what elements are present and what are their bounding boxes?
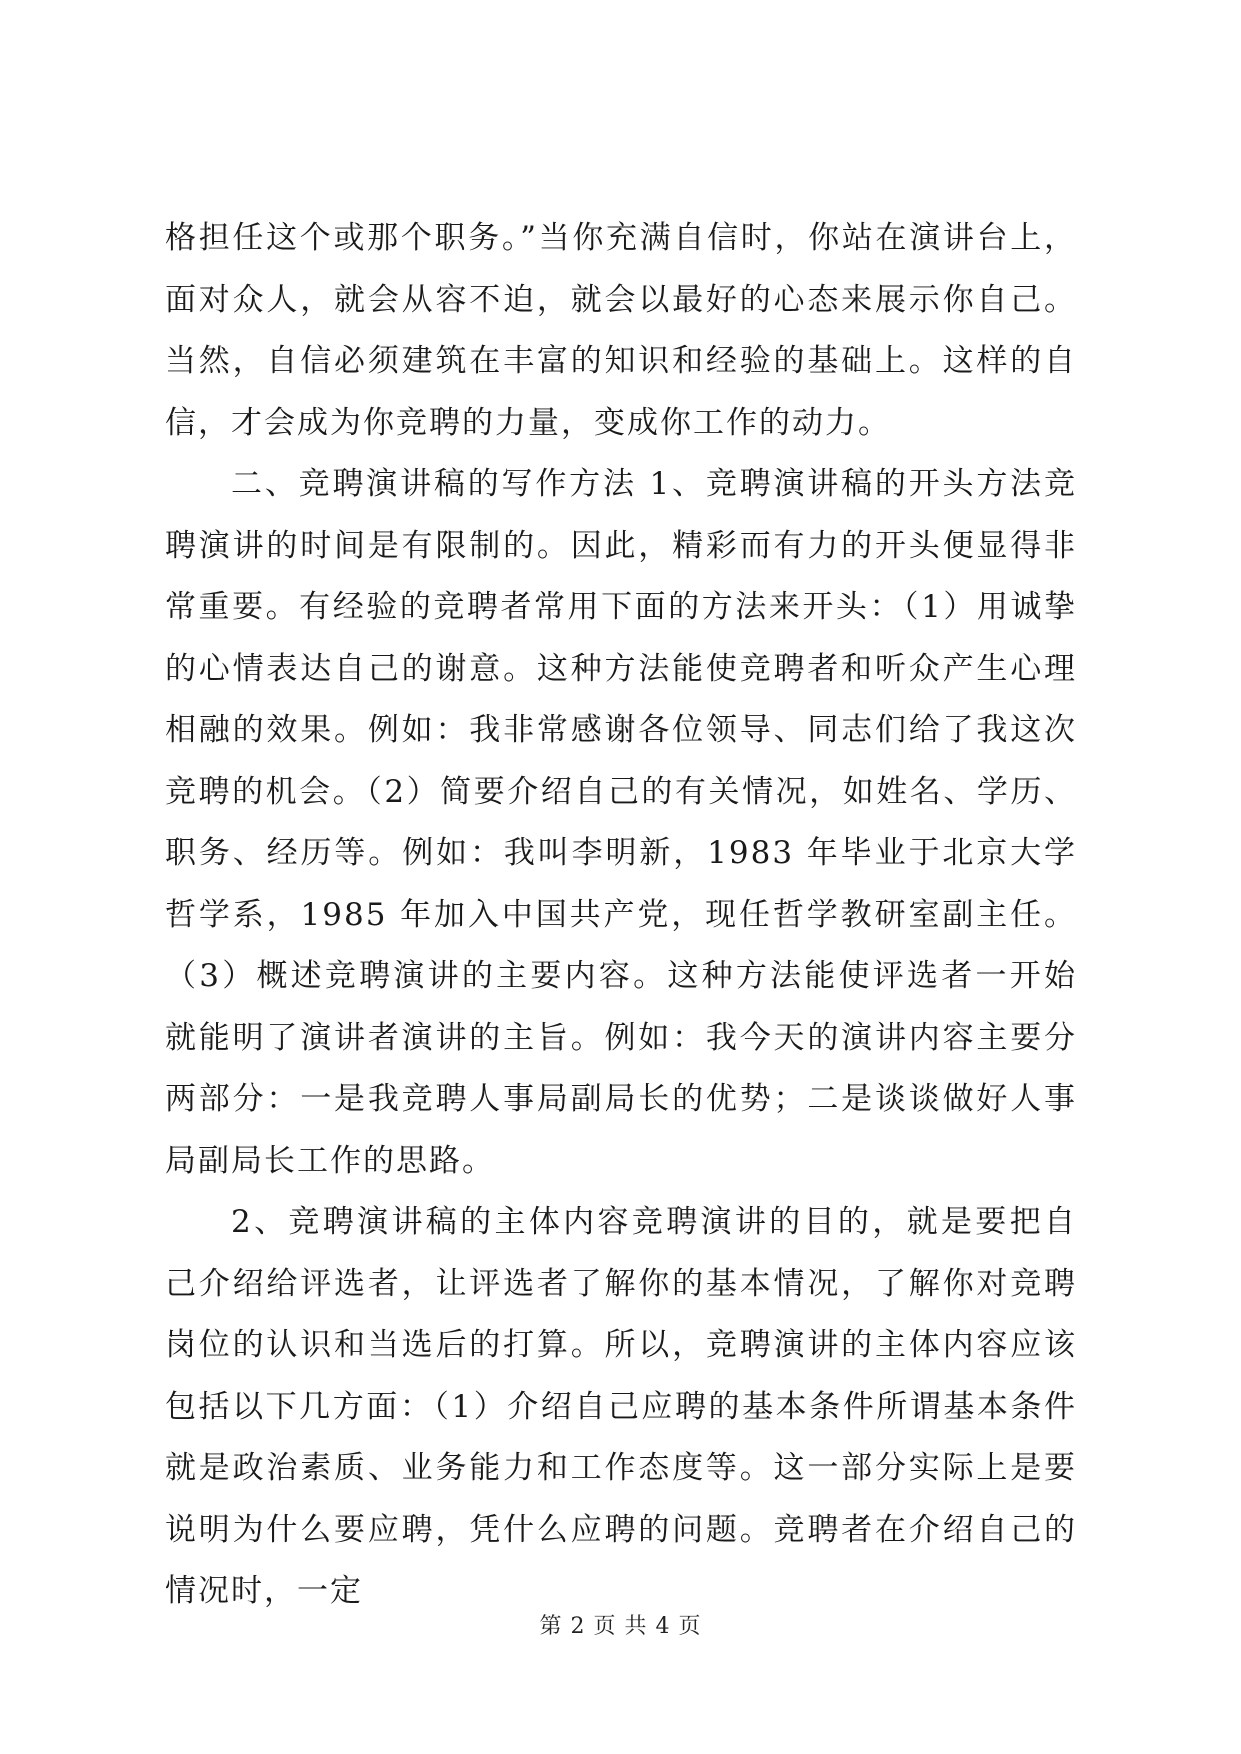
- paragraph-main-content: 2、竞聘演讲稿的主体内容竞聘演讲的目的，就是要把自己介绍给评选者，让评选者了解你的基本情况，了解你对竞聘岗位的认识和当选后的打算。所以，竞聘演讲的主体内容应该包括以下几方面：（1）介绍自己应聘的基本条件所谓基本条件就是政治素质、业务能力和工作态度等。这一部分实际上是要说明为什么要应聘，凭什么应聘的问题。竞聘者在介绍自己的情况时，一定: [165, 1204, 1077, 1609]
- paragraph-writing-method: 二、竞聘演讲稿的写作方法 1、竞聘演讲稿的开头方法竞聘演讲的时间是有限制的。因此，精彩而有力的开头便显得非常重要。有经验的竞聘者常用下面的方法来开头：（1）用诚挚的心情表达自己的谢意。这种方法能使竞聘者和听众产生心理相融的效果。例如：我非常感谢各位领导、同志们给了我这次竞聘的机会。（2）简要介绍自己的有关情况，如姓名、学历、职务、经历等。例如：我叫李明新，1983 年毕业于北京大学哲学系，1985 年加入中国共产党，现任哲学教研室副主任。（3）概述竞聘演讲的主要内容。这种方法能使评选者一开始就能明了演讲者演讲的主旨。例如：我今天的演讲内容主要分两部分：一是我竞聘人事局副局长的优势；二是谈谈做好人事局副局长工作的思路。: [165, 466, 1077, 1179]
- page-number-footer: 第 2 页 共 4 页: [539, 1614, 702, 1639]
- document-body: [165, 208, 1077, 1623]
- paragraph-continuation: 格担任这个或那个职务。”当你充满自信时，你站在演讲台上，面对众人，就会从容不迫，就会以最好的心态来展示你自己。当然，自信必须建筑在丰富的知识和经验的基础上。这样的自信，才会成为你竞聘的力量，变成你工作的动力。: [165, 220, 1077, 441]
